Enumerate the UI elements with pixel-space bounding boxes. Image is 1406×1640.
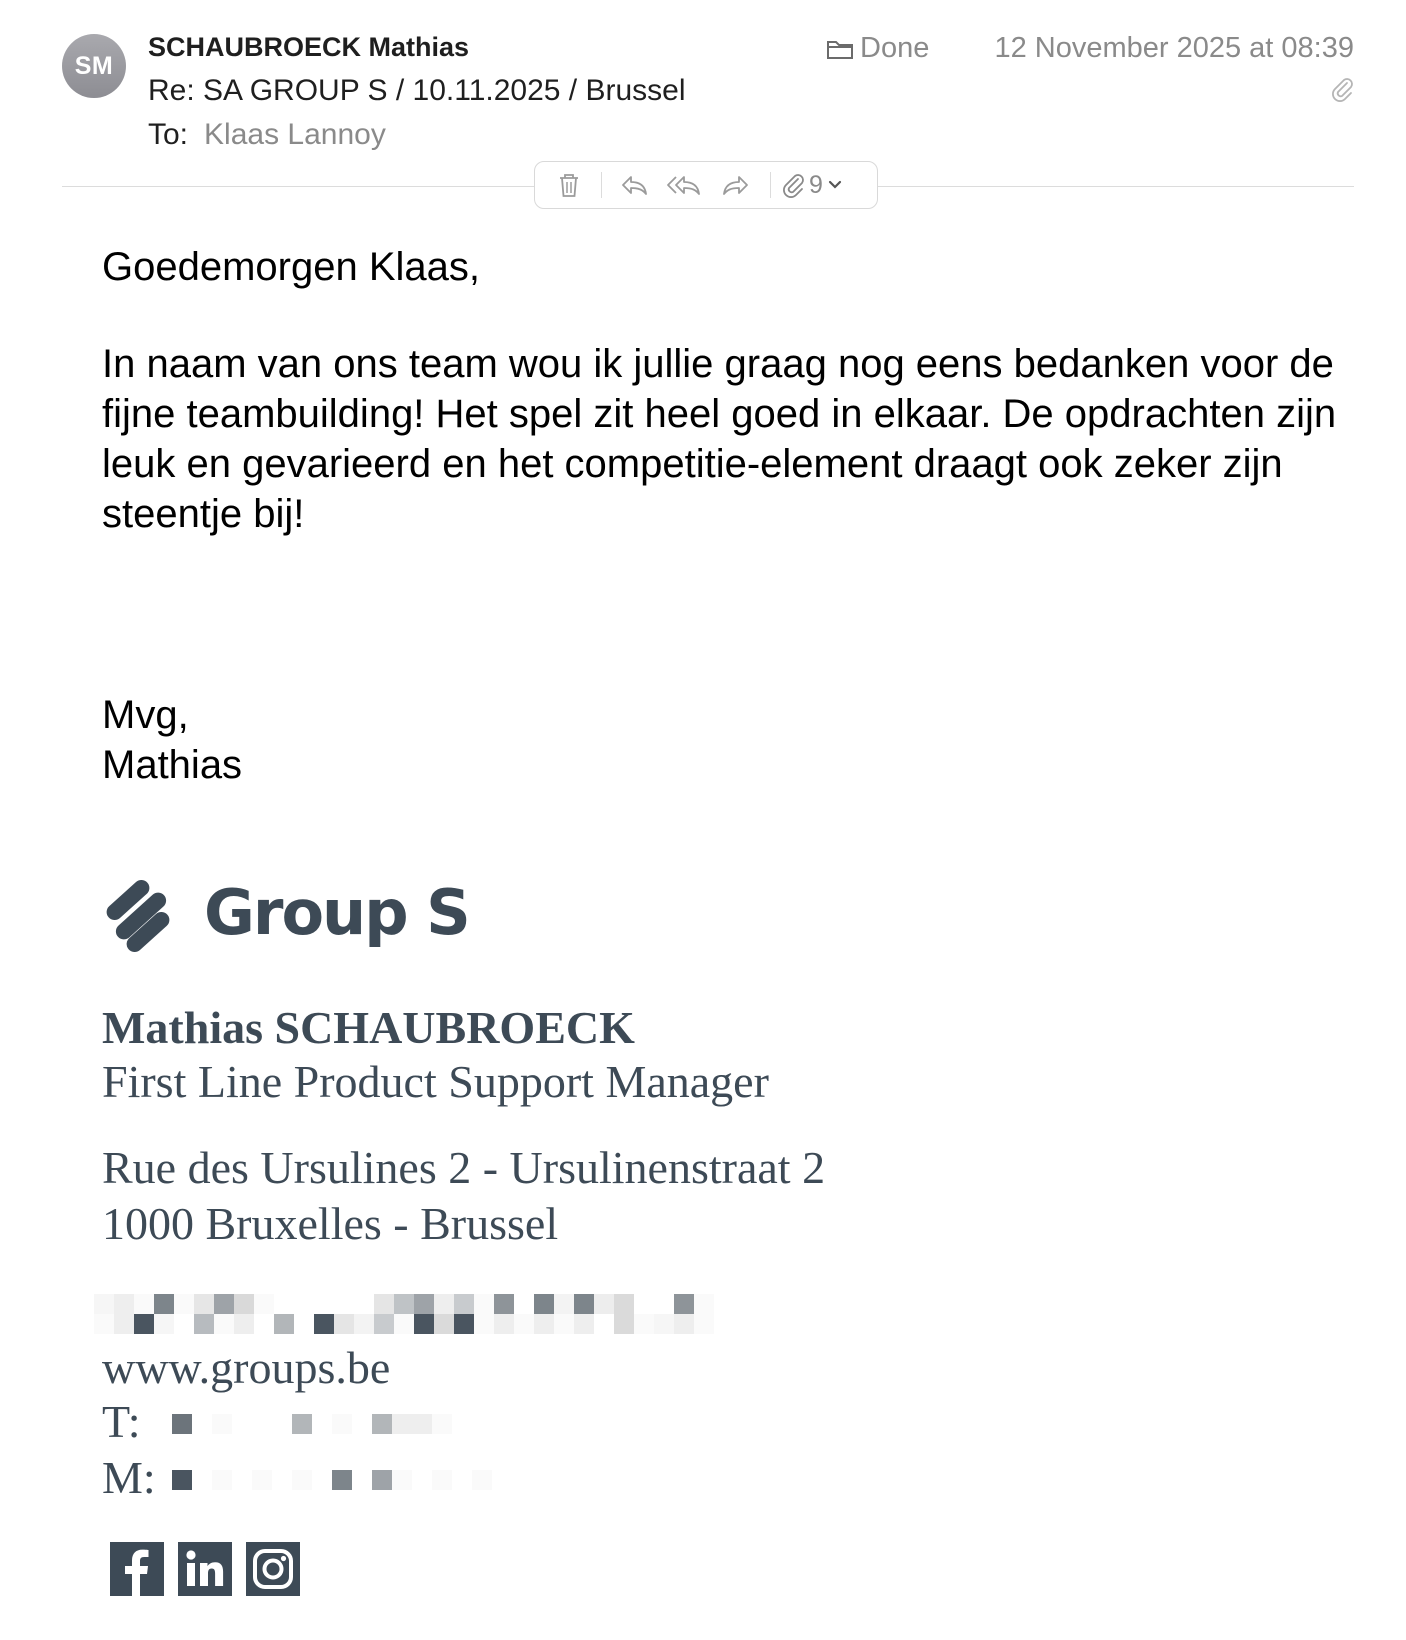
phone-label: T: [102,1396,141,1447]
redacted-mobile [172,1470,492,1490]
attachments-button[interactable] [781,162,843,208]
chevron-down-icon [827,179,843,191]
redacted-email [94,1294,714,1334]
attachment-count: 9 [809,170,823,199]
signature-address-line-1: Rue des Ursulines 2 - Ursulinenstraat 2 [102,1142,826,1193]
social-links [110,1542,300,1596]
forward-icon [721,173,751,197]
signature-title: First Line Product Support Manager [102,1056,769,1107]
message-toolbar [534,161,878,209]
mailbox-name: Done [860,32,930,64]
toolbar-separator [770,172,771,198]
company-website-link[interactable]: www.groups.be [102,1342,391,1393]
closing-salutation: Mvg, [102,693,189,737]
instagram-icon[interactable] [246,1542,300,1596]
company-logo [100,870,469,954]
forward-button[interactable] [712,162,760,208]
email-date: 12 November 2025 at 08:39 [994,32,1354,64]
recipient-name[interactable]: Klaas Lannoy [204,118,386,151]
signature-address-line-2: 1000 Bruxelles - Brussel [102,1198,559,1249]
redacted-phone [172,1414,452,1434]
group-s-logo-icon [100,870,180,954]
avatar[interactable]: SM [62,34,126,98]
facebook-icon[interactable] [110,1542,164,1596]
attachment-indicator [1330,76,1354,107]
reply-all-button[interactable] [656,162,712,208]
recipient-line [148,118,386,152]
to-label: To: [148,118,189,151]
mailbox-indicator[interactable] [826,32,929,65]
mobile-label: M: [102,1452,156,1503]
closing-name: Mathias [102,743,243,787]
delete-button[interactable] [547,162,591,208]
logo-text: Group S [204,875,469,949]
sender-name[interactable]: SCHAUBROECK Mathias [148,32,470,62]
closing [102,690,1342,790]
facebook-glyph-icon [110,1542,164,1596]
paperclip-icon [1330,76,1354,102]
paperclip-icon [781,172,805,198]
instagram-glyph-icon [246,1542,300,1596]
toolbar-separator [601,172,602,198]
reply-all-icon [666,173,702,197]
folder-icon [826,37,854,61]
linkedin-icon[interactable] [178,1542,232,1596]
greeting: Goedemorgen Klaas, [102,245,481,289]
message-paragraph: In naam van ons team wou ik jullie graag nog eens bedanken voor de fijne teambuilding! Het spel zit heel goed in elkaar. De opdrachten zijn leuk en gevarieerd en het competitie-element draagt ook zeker zijn steentje bij! [102,342,1337,536]
linkedin-glyph-icon [178,1542,232,1596]
signature-name: Mathias SCHAUBROECK [102,1002,635,1053]
reply-button[interactable] [612,162,656,208]
trash-icon [556,171,582,199]
reply-icon [619,173,649,197]
email-subject: Re: SA GROUP S / 10.11.2025 / Brussel [148,74,686,107]
